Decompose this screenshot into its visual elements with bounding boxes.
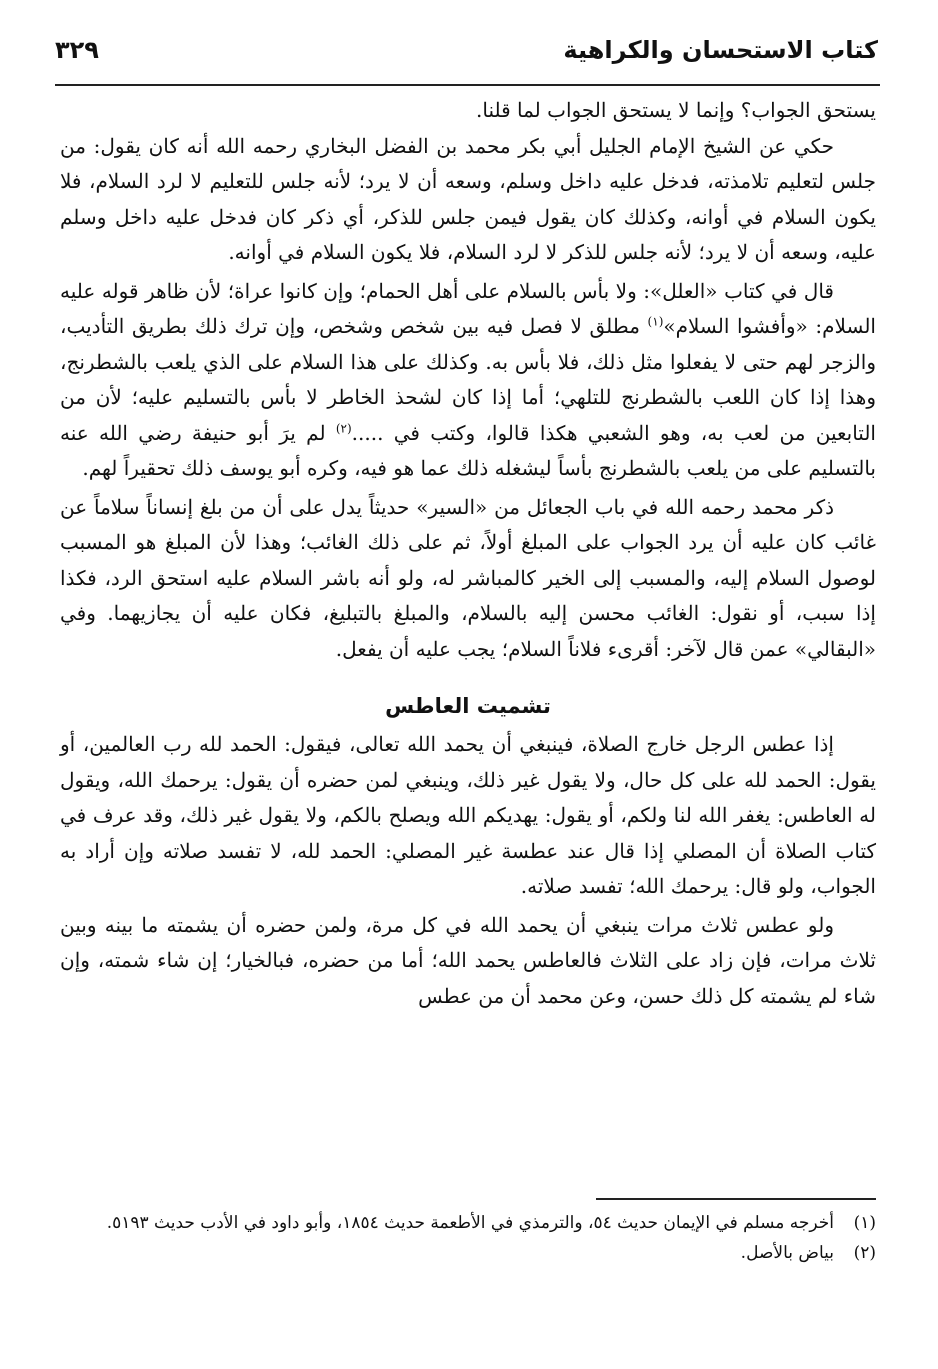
footnote-text: أخرجه مسلم في الإيمان حديث ٥٤، والترمذي في الأطعمة حديث ١٨٥٤، وأبو داود في الأدب حديث ٥١٩٣. <box>106 1213 834 1233</box>
paragraph-three-sneezes: ولو عطس ثلاث مرات ينبغي أن يحمد الله في كل مرة، ولمن حضره أن يشمته ما بينه وبين ثلاث مرات، فإن زاد على الثلاث فالعاطس يحمد الله؛ أما من حضره، فبالخيار؛ إن شاء شمته، وإن شاء لم يشمته كل ذلك حسن، وعن محمد أن من عطس <box>60 912 876 1008</box>
page-header <box>55 30 878 78</box>
paragraph-ilal-part1: قال في كتاب «العلل»: ولا بأس بالسلام على أهل الحمام؛ وإن كانوا عراة؛ لأن ظاهر قوله عليه السلام: «وأفشوا السلام» <box>60 278 876 338</box>
paragraph-ilal-part2: مطلق لا فصل فيه بين شخص وشخص، وإن ترك ذلك بطريق التأديب، والزجر لهم حتى لا يفعلوا مثل ذلك، فلا بأس به. وكذلك على هذا السلام على الذي يلعب بالشطرنج، وهذا إذا كان اللعب بالشطرنج للتلهي؛ أما إذا كان لشحذ الخاطر لا بأس بالتسليم عليه؛ لأن من التابعين من لعب به، وهو الشعبي هكذا قالوا، وكتب في ..... <box>60 314 876 445</box>
header-divider <box>55 84 880 86</box>
footnote-item <box>60 1238 876 1268</box>
paragraph-siyar: ذكر محمد رحمه الله في باب الجعائل من «السير» حديثاً يدل على أن من بلغ إنساناً سلاماً عن غائب كان عليه أن يرد الجواب على المبلغ أولاً، ثم على ذلك الغائب؛ وهذا لأن المبلغ هو المسبب لوصول السلام إليه، والمسبب إلى الخير كالمباشر له، ولو أنه باشر السلام عليه استحق الرد، فكذا إذا سبب، أو نقول: الغائب محسن إليه بالسلام، والمبلغ بالتبليغ، فكان عليه أن يجازيهما. وفي «البقالي» عمن قال لآخر: أقرىء فلاناً السلام؛ يجب عليه أن يفعل. <box>60 494 876 661</box>
footnote-divider <box>596 1198 876 1200</box>
footnotes <box>60 1208 876 1268</box>
footnote-ref-2: (٢) <box>335 420 352 435</box>
main-text <box>60 93 876 1014</box>
page-number: ٣٢٩ <box>55 36 99 64</box>
footnote-item <box>60 1208 876 1238</box>
paragraph-bukhari: حكي عن الشيخ الإمام الجليل أبي بكر محمد بن الفضل البخاري رحمه الله أنه كان يقول: من جلس لتعليم تلامذته، فدخل عليه داخل وسلم، وسعه أن لا يرد؛ لأنه جلس للتعليم لا لرد السلام، فلا يكون السلام في أوانه، وكذلك كان يقول فيمن جلس للذكر، أي ذكر كان فدخل عليه داخل وسلم عليه، وسعه أن لا يرد؛ لأنه جلس للذكر لا لرد السلام، فلا يكون السلام في أوانه. <box>60 133 876 264</box>
footnote-number: (١) <box>853 1213 876 1233</box>
paragraph-sneeze: إذا عطس الرجل خارج الصلاة، فينبغي أن يحمد الله تعالى، فيقول: الحمد لله رب العالمين، أو يقول: الحمد لله على كل حال، ولا يقول غير ذلك، وينبغي لمن حضره أن يقول: يرحمك الله، ويقول له العاطس: يغفر الله لنا ولكم، أو يقول: يهديكم الله ويصلح بالكم، ولا يقول غير ذلك، وقد عرف في كتاب الصلاة أن المصلي إذا قال عند عطسة غير المصلي: الحمد لله، لا تفسد صلاته وإن أراد به الجواب، ولو قال: يرحمك الله؛ تفسد صلاته. <box>60 732 876 898</box>
paragraph-ilal-part3: لم يرَ أبو حنيفة رضي الله عنه بالتسليم على من يلعب بالشطرنج بأساً ليشغله ذلك عما هو فيه، وكره أبو يوسف ذلك تحقيراً لهم. <box>60 420 876 480</box>
footnote-text: بياض بالأصل. <box>740 1243 834 1263</box>
footnote-number: (٢) <box>853 1243 876 1263</box>
section-heading: تشميت العاطس <box>385 694 551 718</box>
paragraph-ilal <box>60 274 876 487</box>
paragraph-continuation: يستحق الجواب؟ وإنما لا يستحق الجواب لما قلنا. <box>476 98 876 122</box>
running-title: كتاب الاستحسان والكراهية <box>563 36 878 64</box>
footnote-ref-1: (١) <box>647 314 664 329</box>
